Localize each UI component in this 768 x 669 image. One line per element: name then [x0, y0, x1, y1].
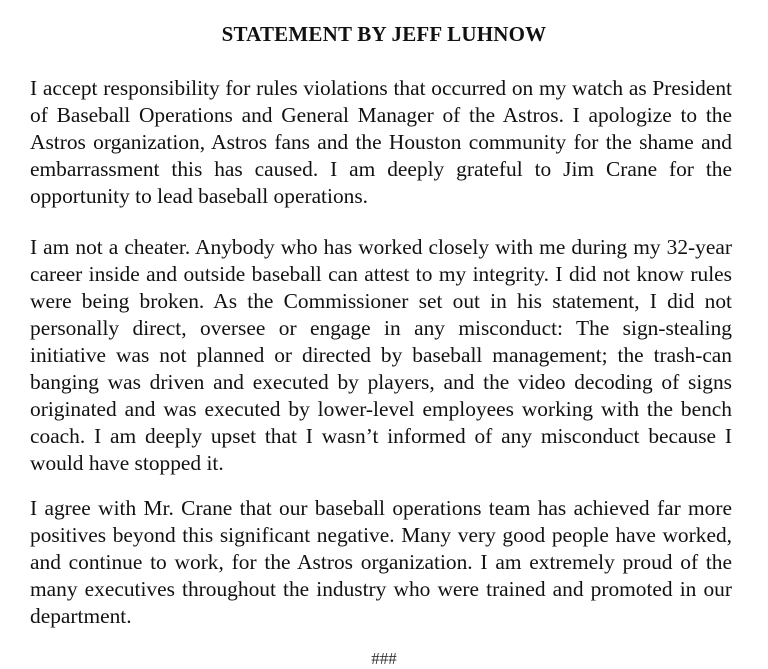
paragraph-agree-with-crane: I agree with Mr. Crane that our baseball operations team has achieved far more positives beyond this significant negative. Many very good people have worked, and continue to work, for the Astros organization. I am extremely proud of the many executives throughout the industry who were trained and promoted in our department.	[30, 496, 732, 628]
paragraph-not-a-cheater: I am not a cheater. Anybody who has worked closely with me during my 32-year career inside and outside baseball can attest to my integrity. I did not know rules were being broken. As the Commissioner set out in his statement, I did not personally direct, oversee or engage in any misconduct: The sign-stealing initiative was not planned or directed by baseball management; the trash-can banging was driven and executed by players, and the video decoding of signs originated and was executed by lower-level employees working with the bench coach. I am deeply upset that I wasn’t informed of any misconduct because I would have stopped it.	[30, 235, 732, 475]
paragraph-responsibility: I accept responsibility for rules violations that occurred on my watch as President of Baseball Operations and General Manager of the Astros. I apologize to the Astros organization, Astros fans and the Houston community for the shame and embarrassment this has caused. I am deeply grateful to Jim Crane for the opportunity to lead baseball operations.	[30, 76, 732, 208]
end-mark: ###	[371, 649, 397, 668]
statement-title: STATEMENT BY JEFF LUHNOW	[221, 22, 547, 46]
